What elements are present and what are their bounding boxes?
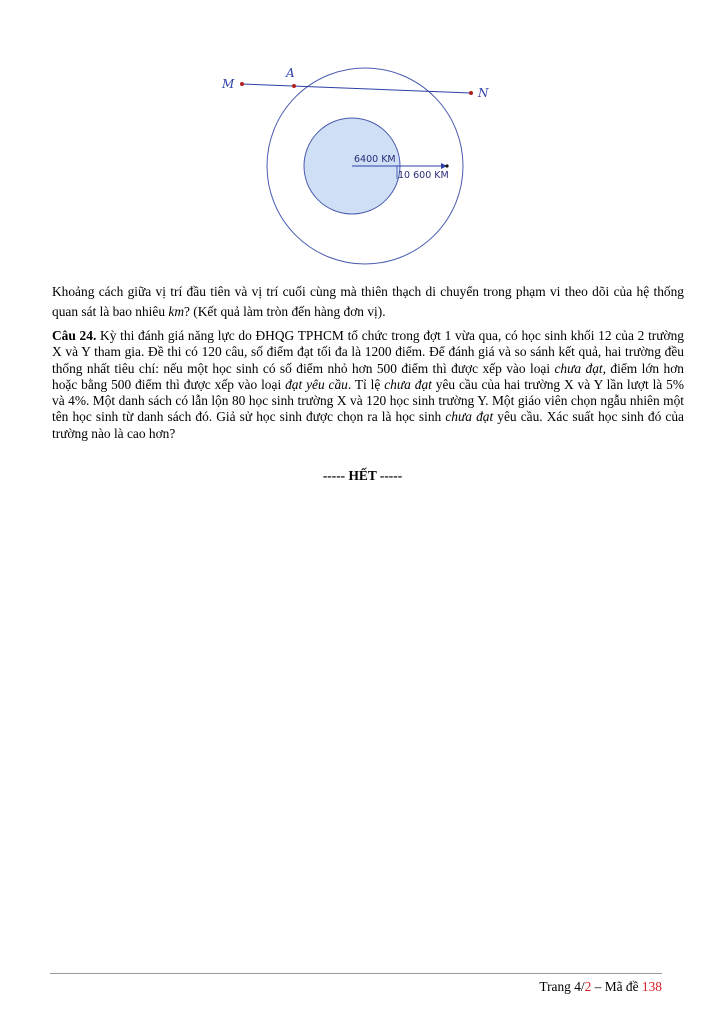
- q-italic-4: chưa đạt: [445, 409, 494, 425]
- p1-unit: km: [168, 304, 185, 319]
- footer-dash: – Mã đề: [591, 979, 642, 994]
- label-a: A: [286, 66, 295, 80]
- q-text-1: Kỳ thi đánh giá năng lực do ĐHQG TPHCM tổ chức trong đợt 1 vừa qua, có học sinh khối 12 của 2 trường X và Y tham gia. Đề thi có 120 câu, số điểm đạt tối đa là 1200 điểm. Để đánh giá và so sánh kết quả, hai trường đều thống nhất tiêu chí: nếu một học sinh có số điểm nhỏ hơn 500 điểm thì được xếp vào loại: [52, 328, 685, 376]
- p1-text-a: Khoảng cách giữa vị trí đầu tiên và vị trí cuối cùng mà thiên thạch di chuyển trong phạm vi theo dõi của hệ thống quan sát là bao nhiêu: [52, 284, 684, 319]
- q-text-4: yêu cầu của hai trường X và Y lần lượt là 5% và 4%. Một danh sách có lẫn lộn 80 học sinh trường X và 120 học sinh trường Y. Một giáo viên chọn ngẫu nhiên một tên học sinh từ danh sách đó. Giả sử học sinh được chọn ra là học sinh: [52, 376, 684, 425]
- q-text-2: , điểm lớn hơn hoặc bằng 500 điểm thì được xếp vào loại: [52, 360, 684, 392]
- q-italic-2: đạt yêu cầu: [285, 376, 348, 392]
- line-mn: [242, 84, 471, 93]
- p1-text-b: ? (Kết quả làm tròn đến hàng đơn vị).: [184, 304, 386, 319]
- footer-exam-code: 138: [641, 979, 662, 994]
- outer-radius-label: 10 600 KM: [398, 170, 449, 181]
- label-m: M: [222, 77, 235, 91]
- label-n: N: [478, 86, 489, 100]
- footer-page-label: Trang 4/: [539, 979, 585, 994]
- inner-radius-label: 6400 KM: [354, 154, 396, 165]
- point-n: [469, 91, 473, 95]
- q-text-5: yêu cầu. Xác suất học sinh đó của trường nào là cao hơn?: [52, 409, 684, 441]
- q-italic-1: chưa đạt: [554, 360, 603, 376]
- distance-question-text: [52, 282, 684, 322]
- orbit-figure: [215, 62, 505, 267]
- footer-page-total: 2: [584, 979, 592, 994]
- question-label: Câu 24.: [52, 328, 97, 343]
- point-a: [292, 84, 296, 88]
- page-footer: [539, 979, 662, 995]
- end-marker: ----- HẾT -----: [322, 468, 403, 483]
- point-m: [240, 82, 244, 86]
- question-24: [52, 328, 684, 442]
- orbit-diagram: [215, 62, 505, 267]
- footer-divider: [50, 973, 662, 974]
- q-italic-3: chưa đạt: [384, 376, 432, 392]
- point-outer: [445, 164, 448, 167]
- q-text-3: . Tỉ lệ: [347, 376, 385, 392]
